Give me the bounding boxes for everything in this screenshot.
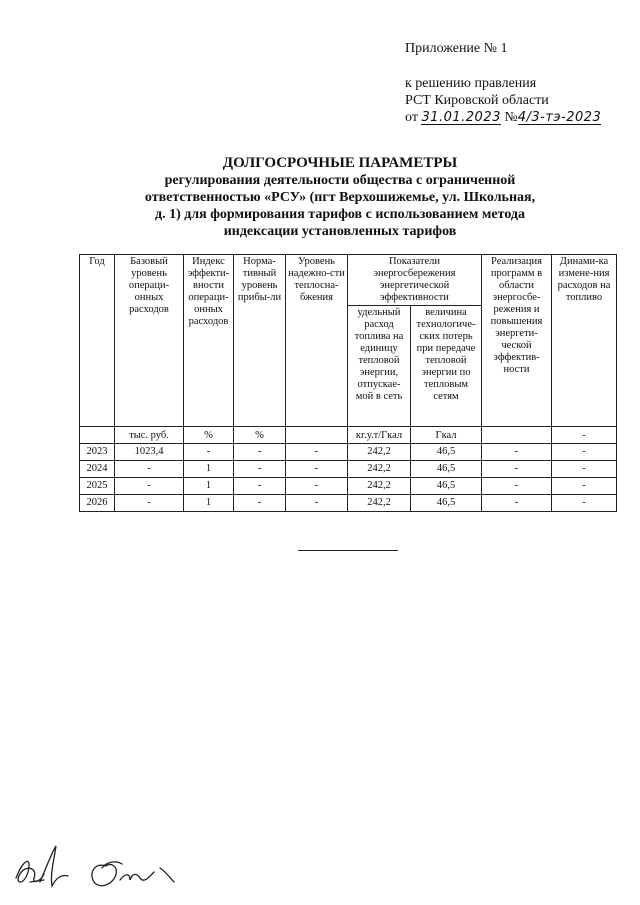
cell-reliability: - [286, 495, 348, 512]
title-line-5: индексации установленных тарифов [223, 224, 457, 239]
cell-reliability: - [286, 444, 348, 461]
cell-losses: 46,5 [411, 461, 482, 478]
cell-fuel-costs: - [552, 461, 617, 478]
unit-profit: % [234, 427, 286, 444]
separator-line [298, 550, 398, 551]
appendix-date-line [405, 109, 601, 126]
header-programs: Реализация программ в области энергосбе-режения и повышения энергети-ческой эффектив-ности [482, 255, 552, 427]
cell-profit: - [234, 478, 286, 495]
cell-losses: 46,5 [411, 444, 482, 461]
table-row [80, 444, 617, 461]
cell-fuel-costs: - [552, 444, 617, 461]
cell-reliability: - [286, 461, 348, 478]
unit-efficiency: % [184, 427, 234, 444]
title-line-1: ДОЛГОСРОЧНЫЕ ПАРАМЕТРЫ [222, 155, 458, 171]
cell-efficiency: 1 [184, 461, 234, 478]
unit-fuel: кг.у.т/Гкал [348, 427, 411, 444]
cell-year: 2023 [80, 444, 115, 461]
decision-date: 31.01.2023 [421, 110, 501, 125]
header-reliability: Уровень надежно-сти теплосна-бжения [286, 255, 348, 427]
title-line-3: ответственностью «РСУ» (пгт Верхошижемье, ул. Школьная, [144, 190, 536, 205]
cell-losses: 46,5 [411, 478, 482, 495]
header-year: Год [80, 255, 115, 427]
appendix-authority: РСТ Кировской области [405, 93, 549, 108]
unit-fuel-costs: - [552, 427, 617, 444]
cell-year: 2025 [80, 478, 115, 495]
cell-programs: - [482, 461, 552, 478]
cell-profit: - [234, 444, 286, 461]
unit-base: тыс. руб. [115, 427, 184, 444]
header-energy-indicators: Показатели энергосбережения энергетической эффективности [348, 255, 482, 306]
title-line-4: д. 1) для формирования тарифов с использованием метода [154, 207, 525, 222]
cell-fuel: 242,2 [348, 495, 411, 512]
cell-programs: - [482, 495, 552, 512]
cell-fuel: 242,2 [348, 444, 411, 461]
table-row [80, 495, 617, 512]
cell-profit: - [234, 461, 286, 478]
cell-losses: 46,5 [411, 495, 482, 512]
cell-base: - [115, 461, 184, 478]
table-row [80, 478, 617, 495]
cell-fuel: 242,2 [348, 461, 411, 478]
signature-image [10, 838, 200, 898]
header-fuel-rate: удельный расход топлива на единицу тепловой энергии, отпускае-мой в сеть [348, 306, 411, 427]
unit-programs [482, 427, 552, 444]
unit-reliability [286, 427, 348, 444]
cell-efficiency: 1 [184, 495, 234, 512]
document-title [100, 155, 580, 240]
cell-base: 1023,4 [115, 444, 184, 461]
cell-fuel: 242,2 [348, 478, 411, 495]
parameters-table [79, 254, 617, 512]
cell-fuel-costs: - [552, 478, 617, 495]
unit-year [80, 427, 115, 444]
appendix-decision: к решению правления [405, 76, 537, 91]
cell-base: - [115, 478, 184, 495]
unit-losses: Гкал [411, 427, 482, 444]
decision-number: 4/3-тэ-2023 [517, 110, 602, 125]
header-profit-level: Норма-тивный уровень прибы-ли [234, 255, 286, 427]
header-base-costs: Базовый уровень операци-онных расходов [115, 255, 184, 427]
cell-efficiency: - [184, 444, 234, 461]
number-label: № [504, 110, 518, 125]
appendix-title: Приложение № 1 [405, 41, 508, 56]
cell-profit: - [234, 495, 286, 512]
table-row [80, 461, 617, 478]
header-heat-losses: величина технологиче-ских потерь при передаче тепловой энергии по тепловым сетям [411, 306, 482, 427]
cell-reliability: - [286, 478, 348, 495]
header-efficiency-index: Индекс эффекти-вности операци-онных расходов [184, 255, 234, 427]
cell-programs: - [482, 478, 552, 495]
from-label: от [405, 110, 418, 125]
header-fuel-costs: Динами-ка измене-ния расходов на топливо [552, 255, 617, 427]
cell-base: - [115, 495, 184, 512]
cell-year: 2026 [80, 495, 115, 512]
cell-programs: - [482, 444, 552, 461]
cell-efficiency: 1 [184, 478, 234, 495]
cell-fuel-costs: - [552, 495, 617, 512]
title-line-2: регулирования деятельности общества с ограниченной [164, 173, 516, 188]
appendix-block [405, 40, 601, 126]
cell-year: 2024 [80, 461, 115, 478]
